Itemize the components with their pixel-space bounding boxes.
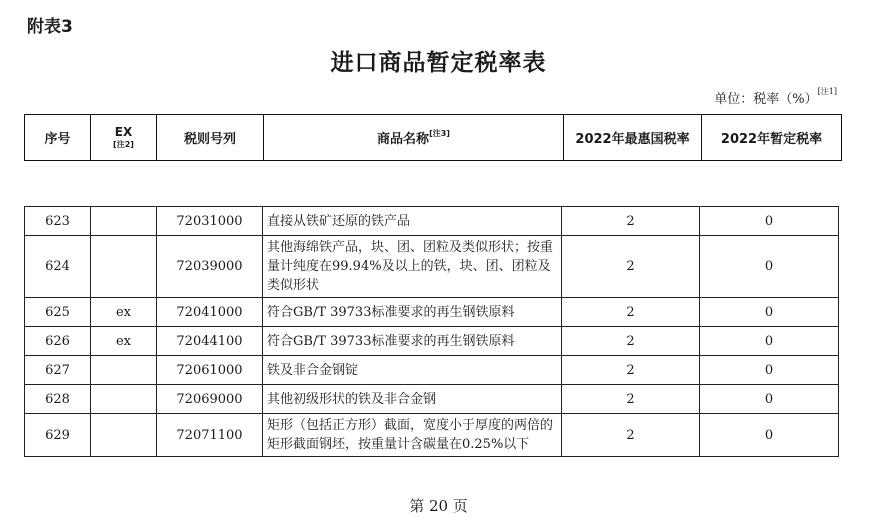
table-row [25,414,839,457]
cell-seq: 624 [25,236,91,298]
cell-name: 矩形（包括正方形）截面，宽度小于厚度的两倍的矩形截面钢坯，按重量计含碳量在0.25%以下 [263,414,562,457]
cell-seq: 629 [25,414,91,457]
cell-seq: 626 [25,327,91,356]
cell-mfn: 2 [562,356,700,385]
cell-code: 72039000 [157,236,263,298]
cell-name: 符合GB/T 39733标准要求的再生钢铁原料 [263,298,562,327]
cell-ex [91,236,157,298]
cell-seq: 623 [25,207,91,236]
cell-ex [91,385,157,414]
table-row [25,236,839,298]
unit-note: [注1] [817,87,837,96]
cell-name: 其他海绵铁产品，块、团、团粒及类似形状；按重量计纯度在99.94%及以上的铁，块、团、团粒及类似形状 [263,236,562,298]
page-number: 第 20 页 [409,497,468,515]
cell-mfn: 2 [562,385,700,414]
cell-name: 铁及非合金钢锭 [263,356,562,385]
header-ex-note: [注2] [113,140,134,149]
cell-mfn: 2 [562,207,700,236]
cell-mfn: 2 [562,414,700,457]
header-ex-label: EX [114,125,133,139]
cell-code: 72044100 [157,327,263,356]
header-provisional-rate: 2022年暂定税率 [702,115,842,161]
cell-seq: 625 [25,298,91,327]
cell-code: 72069000 [157,385,263,414]
cell-ex [91,356,157,385]
cell-code: 72031000 [157,207,263,236]
cell-provisional: 0 [700,327,839,356]
cell-provisional: 0 [700,298,839,327]
cell-name: 其他初级形状的铁及非合金钢 [263,385,562,414]
cell-mfn: 2 [562,298,700,327]
cell-provisional: 0 [700,356,839,385]
unit-label [714,88,837,107]
header-table [24,114,842,161]
cell-code: 72071100 [157,414,263,457]
cell-code: 72041000 [157,298,263,327]
cell-ex: ex [91,327,157,356]
cell-seq: 627 [25,356,91,385]
header-code: 税则号列 [157,115,264,161]
cell-name: 符合GB/T 39733标准要求的再生钢铁原料 [263,327,562,356]
cell-mfn: 2 [562,327,700,356]
header-name-label: 商品名称 [377,132,430,147]
appendix-label: 附表3 [27,17,73,37]
cell-seq: 628 [25,385,91,414]
tariff-table [24,206,839,457]
header-name-note: [注3] [429,129,450,138]
cell-ex: ex [91,298,157,327]
header-ex [91,115,157,161]
cell-name: 直接从铁矿还原的铁产品 [263,207,562,236]
table-row [25,207,839,236]
cell-ex [91,414,157,457]
cell-provisional: 0 [700,236,839,298]
header-name [264,115,564,161]
page-title: 进口商品暂定税率表 [330,50,547,76]
cell-provisional: 0 [700,385,839,414]
header-seq: 序号 [25,115,91,161]
table-row [25,298,839,327]
cell-provisional: 0 [700,207,839,236]
cell-ex [91,207,157,236]
cell-provisional: 0 [700,414,839,457]
table-row [25,356,839,385]
unit-text: 单位：税率（%） [714,92,818,107]
table-row [25,327,839,356]
table-row [25,385,839,414]
cell-mfn: 2 [562,236,700,298]
cell-code: 72061000 [157,356,263,385]
header-mfn-rate: 2022年最惠国税率 [564,115,702,161]
